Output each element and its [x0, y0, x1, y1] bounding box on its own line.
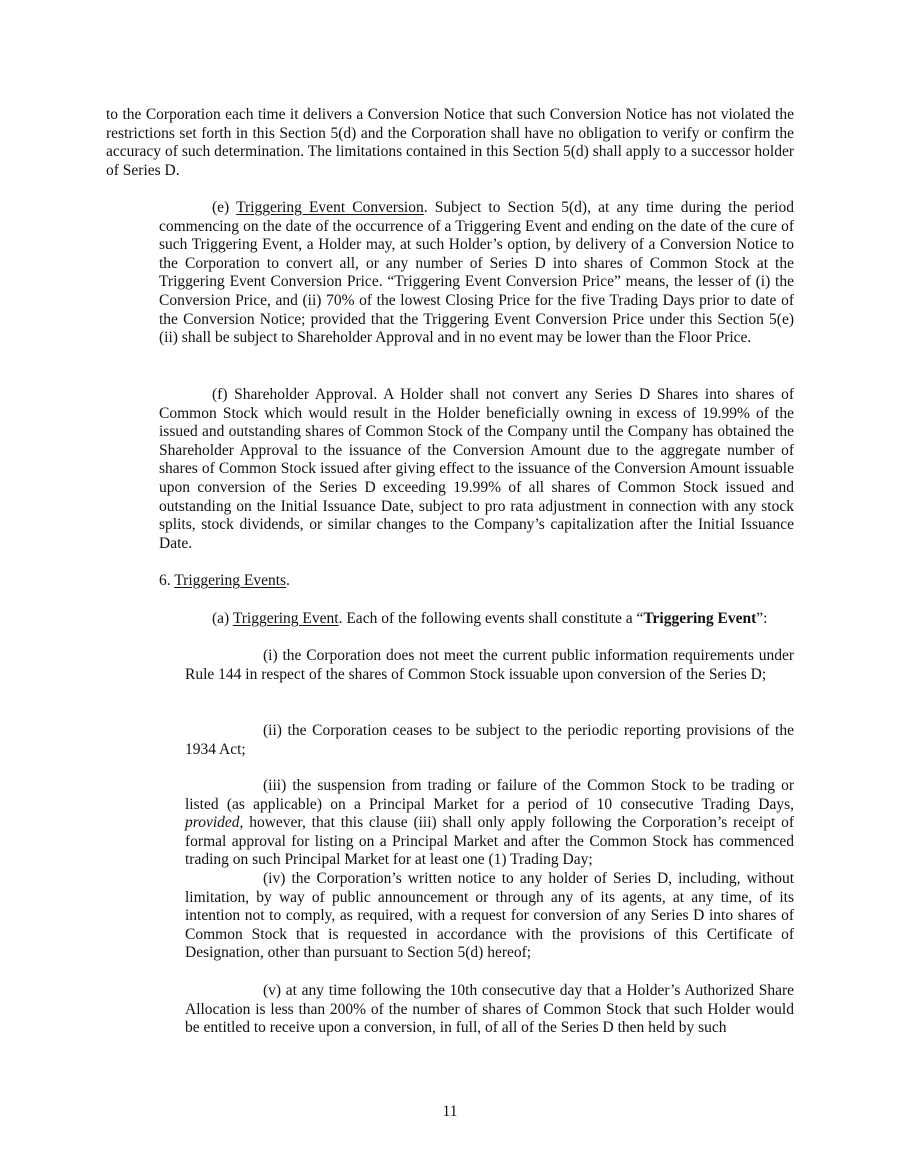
page-number: 11 — [442, 1103, 458, 1120]
section-6a-intro: . Each of the following events shall constitute a “ — [338, 610, 644, 627]
list-item-iii-italic: provided — [185, 814, 240, 832]
section-6-number: 6. — [159, 572, 171, 589]
list-item-ii: (ii) the Corporation ceases to be subject to the periodic reporting provisions of the 1934 Act; — [185, 722, 794, 758]
list-item-iii — [185, 777, 794, 870]
list-item-iii-part-1: (iii) the suspension from trading or failure of the Common Stock to be trading or listed (as applicable) on a Principal Market for a period of 10 consecutive Trading Days, — [185, 777, 794, 813]
section-6a-label: (a) — [212, 610, 230, 627]
section-6a-paragraph — [159, 610, 794, 629]
section-5e-paragraph — [159, 199, 794, 348]
section-6a-heading: Triggering Event — [232, 610, 339, 627]
list-item-v: (v) at any time following the 10th consecutive day that a Holder’s Authorized Share Allocation is less than 200% of the number of shares of Common Stock that such Holder would be entitled to receive upon a conversion, in full, of all of the Series D then held by such — [185, 982, 794, 1037]
section-5e-heading: Triggering Event Conversion — [236, 199, 424, 216]
continuation-paragraph: to the Corporation each time it delivers a Conversion Notice that such Conversion Notice has not violated the restrictions set forth in this Section 5(d) and the Corporation shall have no obligation to verify or confirm the accuracy of such determination. The limitations contained in this Section 5(d) shall apply to a successor holder of Series D. — [106, 106, 794, 179]
section-6a-closing: ”: — [756, 610, 768, 627]
section-6a-defined-term: Triggering Event — [643, 610, 757, 627]
list-item-iii-part-2: , however, that this clause (iii) shall only apply following the Corporation’s receipt of formal approval for listing on a Principal Market and after the Common Stock has commenced trading on such Principal Market for at least one (1) Trading Day; — [185, 814, 794, 869]
list-item-i: (i) the Corporation does not meet the current public information requirements under Rule 144 in respect of the shares of Common Stock issuable upon conversion of the Series D; — [185, 647, 794, 683]
section-6-title: Triggering Events — [174, 572, 287, 589]
section-6-heading — [159, 572, 794, 591]
section-5e-body: . Subject to Section 5(d), at any time during the period commencing on the date of the occurrence of a Triggering Event and ending on the date of the cure of such Triggering Event, a Holder may, at such Holder’s option, by delivery of a Conversion Notice to the Corporation to convert all, or any number of Series D into shares of Common Stock at the Triggering Event Conversion Price. “Triggering Event Conversion Price” means, the lesser of (i) the Conversion Price, and (ii) 70% of the lowest Closing Price for the five Trading Days prior to date of the Conversion Notice; provided that the Triggering Event Conversion Price under this Section 5(e)(ii) shall be subject to Shareholder Approval and in no event may be lower than the Floor Price. — [159, 199, 794, 347]
section-5f-paragraph: (f) Shareholder Approval. A Holder shall not convert any Series D Shares into shares of Common Stock which would result in the Holder beneficially owning in excess of 19.99% of the issued and outstanding shares of Common Stock of the Company until the Company has obtained the Shareholder Approval to the issuance of the Conversion Amount due to the aggregate number of shares of Common Stock issued after giving effect to the issuance of the Conversion Amount issuable upon conversion of the Series D exceeding 19.99% of all shares of Common Stock issued and outstanding on the Initial Issuance Date, subject to pro rata adjustment in connection with any stock splits, stock dividends, or similar changes to the Company’s capitalization after the Initial Issuance Date. — [159, 386, 794, 552]
list-item-iv: (iv) the Corporation’s written notice to any holder of Series D, including, without limitation, by way of public announcement or through any of its agents, at any time, of its intention not to comply, as required, with a request for conversion of any Series D into shares of Common Stock that is requested in accordance with the provisions of this Certificate of Designation, other than pursuant to Section 5(d) hereof; — [185, 870, 794, 962]
section-6-period: . — [286, 572, 290, 589]
section-5e-label: (e) — [212, 199, 230, 216]
